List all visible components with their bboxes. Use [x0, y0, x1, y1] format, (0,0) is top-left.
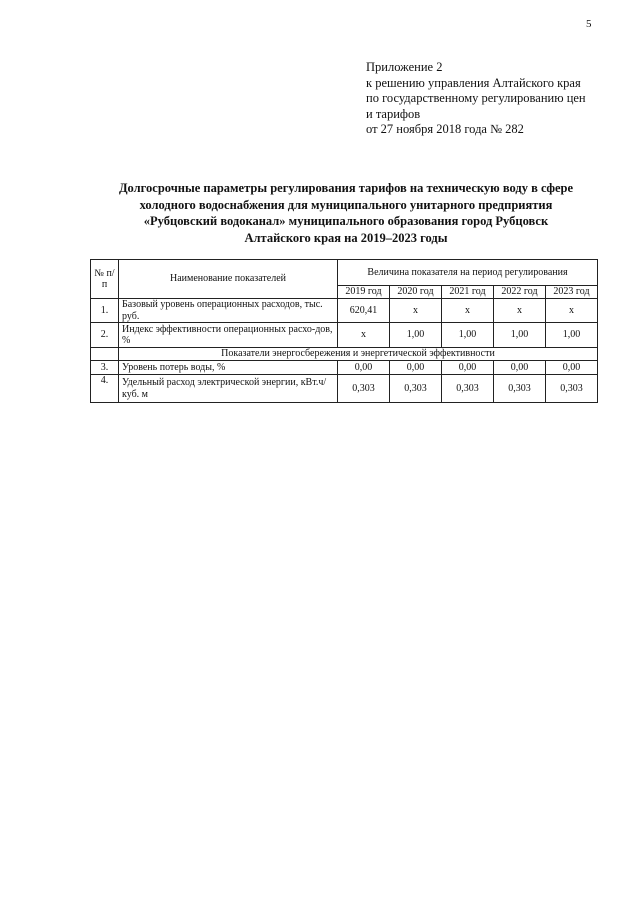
header-value: Величина показателя на период регулирования: [338, 260, 598, 286]
row-name: Уровень потерь воды, %: [119, 361, 338, 375]
year-header: 2023 год: [546, 286, 598, 299]
row-num: 2.: [91, 323, 119, 348]
row-value: 0,00: [546, 361, 598, 375]
document-title: [90, 180, 602, 246]
row-name: Удельный расход электрической энергии, кВт.ч/куб. м: [119, 375, 338, 403]
header-num: № п/п: [91, 260, 119, 299]
section-row: [91, 348, 598, 361]
title-line: холодного водоснабжения для муниципального унитарного предприятия: [139, 197, 553, 212]
table-row: [91, 323, 598, 348]
row-value: х: [546, 299, 598, 323]
row-num: 4.: [91, 375, 119, 403]
row-value: 0,00: [338, 361, 390, 375]
year-header: 2019 год: [338, 286, 390, 299]
appendix-line: по государственному регулированию цен: [366, 91, 586, 105]
parameters-table: [90, 259, 598, 403]
row-value: х: [442, 299, 494, 323]
section-title: Показатели энергосбережения и энергетической эффективности: [119, 348, 598, 361]
row-value: 0,303: [442, 375, 494, 403]
row-num: 1.: [91, 299, 119, 323]
year-header: 2021 год: [442, 286, 494, 299]
row-value: 0,00: [390, 361, 442, 375]
row-name: Индекс эффективности операционных расхо-дов, %: [119, 323, 338, 348]
row-num: 3.: [91, 361, 119, 375]
title-line: Долгосрочные параметры регулирования тарифов на техническую воду в сфере: [118, 181, 574, 195]
row-value: 1,00: [442, 323, 494, 348]
row-value: 620,41: [338, 299, 390, 323]
table-row: [91, 375, 598, 403]
row-value: 1,00: [494, 323, 546, 348]
row-value: 0,00: [494, 361, 546, 375]
table-row: [91, 299, 598, 323]
row-value: 0,303: [338, 375, 390, 403]
row-value: 0,303: [494, 375, 546, 403]
title-line: Алтайского края на 2019–2023 годы: [244, 230, 448, 245]
row-name: Базовый уровень операционных расходов, тыс. руб.: [119, 299, 338, 323]
page-number: 5: [586, 18, 592, 30]
year-header: 2020 год: [390, 286, 442, 299]
table-header: [91, 260, 598, 286]
year-header: 2022 год: [494, 286, 546, 299]
empty-cell: [91, 348, 119, 361]
row-value: х: [338, 323, 390, 348]
appendix-line: к решению управления Алтайского края: [366, 75, 581, 90]
row-value: 0,303: [546, 375, 598, 403]
table-row: [91, 361, 598, 375]
appendix-header: [366, 60, 586, 138]
row-value: 0,303: [390, 375, 442, 403]
row-value: х: [494, 299, 546, 323]
appendix-line: от 27 ноября 2018 года № 282: [366, 122, 524, 136]
title-line: «Рубцовский водоканал» муниципального образования город Рубцовск: [143, 214, 549, 228]
appendix-line: Приложение 2: [366, 60, 443, 74]
row-value: х: [390, 299, 442, 323]
row-value: 0,00: [442, 361, 494, 375]
appendix-line: и тарифов: [366, 106, 421, 121]
row-value: 1,00: [390, 323, 442, 348]
row-value: 1,00: [546, 323, 598, 348]
header-name: Наименование показателей: [119, 260, 338, 299]
